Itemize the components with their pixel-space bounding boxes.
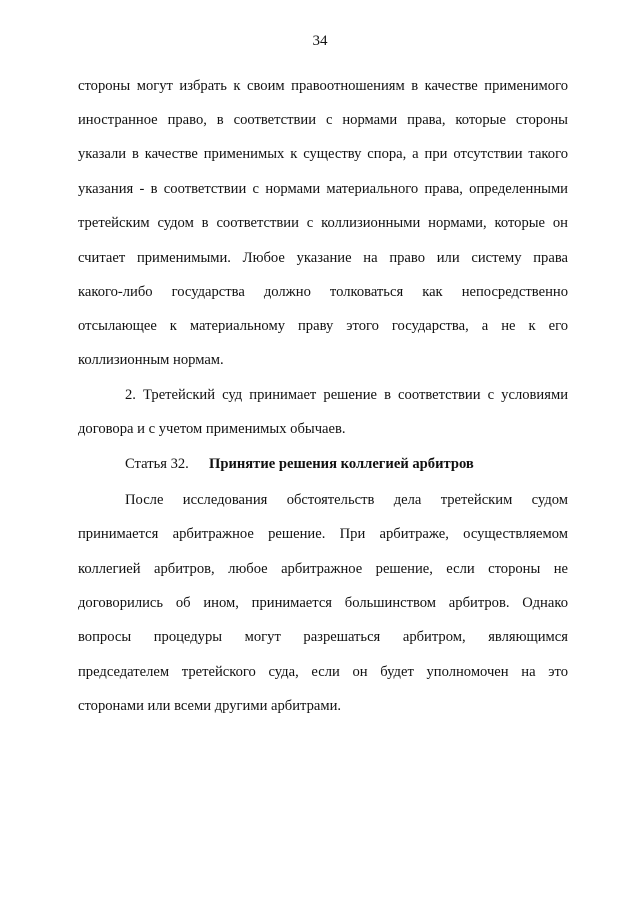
paragraph-3-line-6: председателем третейского суда, если он будет уполномочен на это bbox=[78, 664, 568, 680]
paragraph-3-line-7: сторонами или всеми другими арбитрами. bbox=[78, 698, 342, 714]
paragraph-1-line-7: какого-либо государства должно толковаться как непосредственно bbox=[78, 284, 568, 300]
paragraph-1-line-2: иностранное право, в соответствии с нормами права, которые стороны bbox=[78, 112, 568, 128]
paragraph-1-line-3: указали в качестве применимых к существу спора, а при отсутствии такого bbox=[78, 146, 568, 162]
paragraph-1-line-5: третейским судом в соответствии с коллизионными нормами, которые он bbox=[78, 215, 568, 231]
article-number: Статья 32. bbox=[125, 456, 189, 472]
paragraph-1-line-6: считает применимыми. Любое указание на право или систему права bbox=[78, 250, 568, 266]
paragraph-2-line-2: договора и с учетом применимых обычаев. bbox=[78, 421, 346, 437]
paragraph-1-line-1: стороны могут избрать к своим правоотношениям в качестве применимого bbox=[78, 78, 568, 94]
paragraph-2-line-1: 2. Третейский суд принимает решение в соответствии с условиями bbox=[125, 387, 568, 403]
paragraph-1-line-9: коллизионным нормам. bbox=[78, 352, 224, 368]
article-title: Принятие решения коллегией арбитров bbox=[209, 456, 474, 472]
paragraph-1-line-8: отсылающее к материальному праву этого государства, а не к его bbox=[78, 318, 568, 334]
paragraph-3-line-4: договорились об ином, принимается большинством арбитров. Однако bbox=[78, 595, 568, 611]
paragraph-3-line-1: После исследования обстоятельств дела третейским судом bbox=[125, 492, 568, 508]
paragraph-3-line-5: вопросы процедуры могут разрешаться арбитром, являющимся bbox=[78, 629, 568, 645]
page-number: 34 bbox=[312, 33, 328, 49]
article-heading bbox=[125, 455, 568, 473]
paragraph-3-line-3: коллегией арбитров, любое арбитражное решение, если стороны не bbox=[78, 561, 568, 577]
paragraph-1-line-4: указания - в соответствии с нормами материального права, определенными bbox=[78, 181, 568, 197]
paragraph-3-line-2: принимается арбитражное решение. При арбитраже, осуществляемом bbox=[78, 526, 568, 542]
